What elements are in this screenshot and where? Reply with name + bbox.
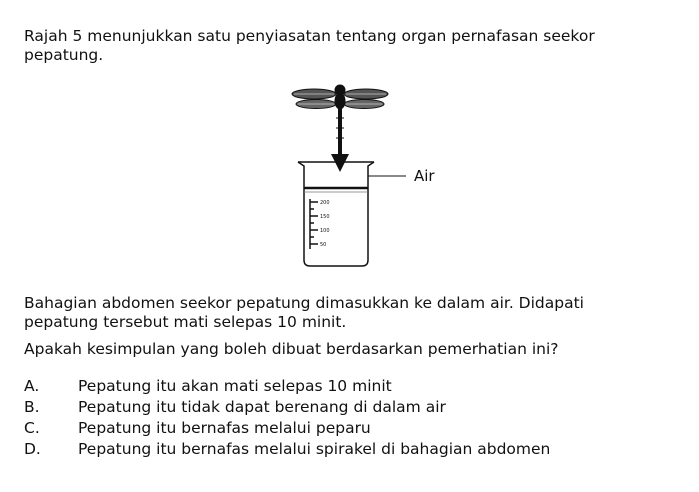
intro-paragraph [24, 27, 660, 65]
option-text: Pepatung itu tidak dapat berenang di dalam air [78, 398, 446, 416]
option-letter: B. [24, 398, 40, 416]
option-b[interactable] [24, 397, 664, 418]
option-letter: C. [24, 419, 40, 437]
option-a[interactable] [24, 376, 664, 397]
observation-line-1: Bahagian abdomen seekor pepatung dimasukkan ke dalam air. Didapati [24, 294, 584, 312]
option-letter: A. [24, 377, 40, 395]
scale-label-150: 150 [320, 214, 330, 220]
dragonfly-beaker-figure [280, 84, 460, 274]
intro-line-1: Rajah 5 menunjukkan satu penyiasatan tentang organ pernafasan seekor [24, 27, 595, 45]
air-label: Air [414, 167, 435, 185]
option-d[interactable] [24, 439, 664, 460]
question-text: Apakah kesimpulan yang boleh dibuat berdasarkan pemerhatian ini? [24, 340, 559, 358]
option-text: Pepatung itu bernafas melalui peparu [78, 419, 371, 437]
answer-options [24, 376, 664, 460]
option-text: Pepatung itu bernafas melalui spirakel di bahagian abdomen [78, 440, 551, 458]
option-text: Pepatung itu akan mati selepas 10 minit [78, 377, 392, 395]
observation-paragraph [24, 294, 660, 332]
scale-label-200: 200 [320, 200, 330, 206]
scale-label-50: 50 [320, 242, 327, 248]
beaker-icon [298, 162, 406, 266]
scale-label-100: 100 [320, 228, 330, 234]
option-letter: D. [24, 440, 41, 458]
dragonfly-icon [292, 85, 388, 172]
option-c[interactable] [24, 418, 664, 439]
observation-line-2: pepatung tersebut mati selepas 10 minit. [24, 313, 347, 331]
intro-line-2: pepatung. [24, 46, 104, 64]
